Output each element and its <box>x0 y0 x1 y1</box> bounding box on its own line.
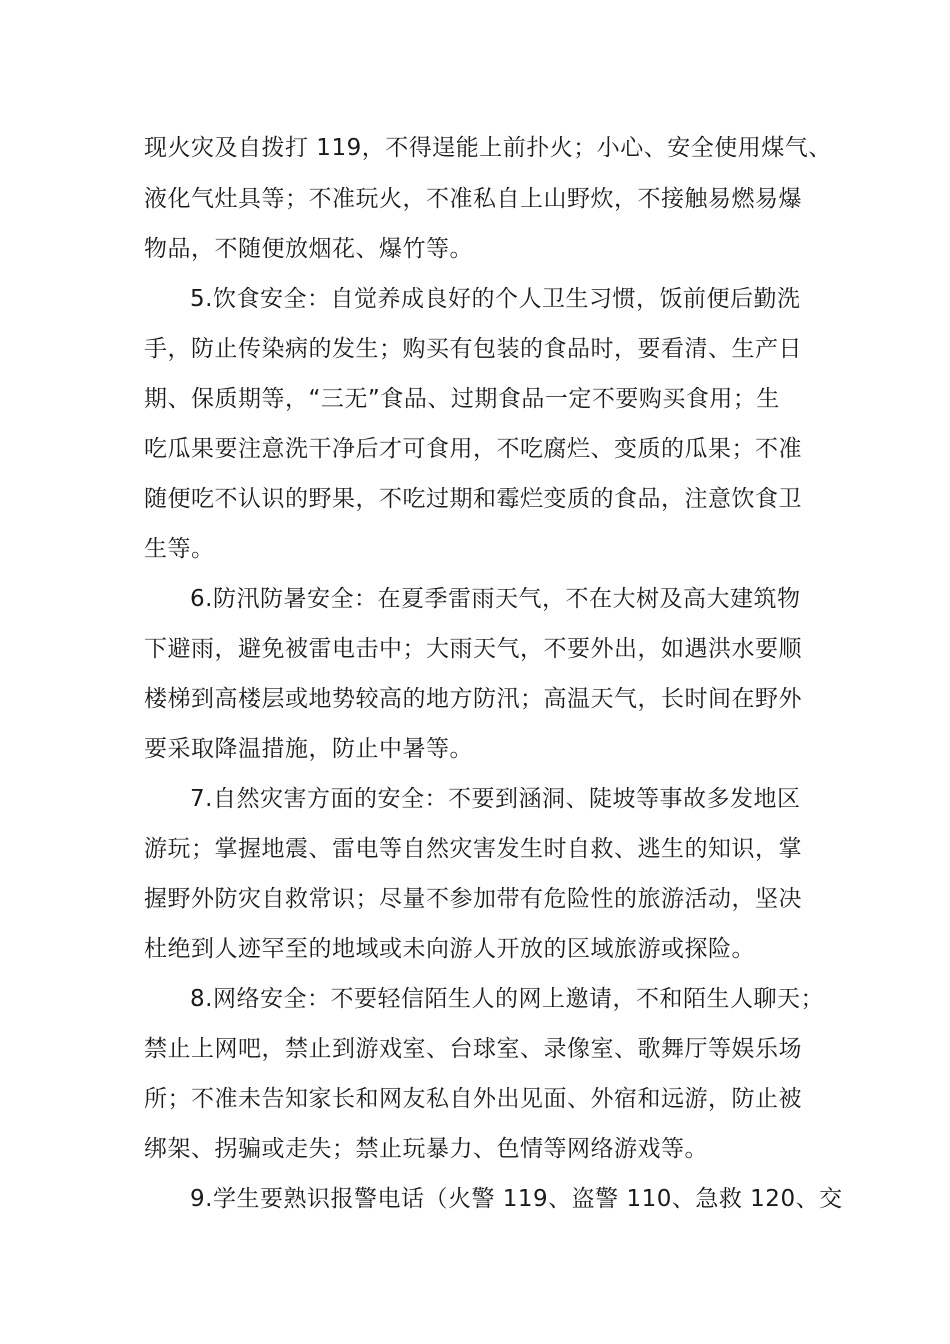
text-line: 下避雨，避免被雷电击中；大雨天气，不要外出，如遇洪水要顺 <box>144 636 802 662</box>
text-line: 液化气灶具等；不准玩火，不准私自上山野炊，不接触易燃易爆 <box>144 186 802 212</box>
text-line: 要采取降温措施，防止中暑等。 <box>144 736 473 762</box>
paragraph-5-heading-line: 5.饮食安全：自觉养成良好的个人卫生习惯，饭前便后勤洗 <box>190 286 801 312</box>
paragraph-6-heading-line: 6.防汛防暑安全：在夏季雷雨天气，不在大树及高大建筑物 <box>190 586 801 612</box>
text-line: 杜绝到人迹罕至的地域或未向游人开放的区域旅游或探险。 <box>144 936 755 962</box>
text-line: 绑架、拐骗或走失；禁止玩暴力、色情等网络游戏等。 <box>144 1136 708 1162</box>
text-line: 期、保质期等，“三无”食品、过期食品一定不要购买食用；生 <box>144 386 780 412</box>
text-line: 吃瓜果要注意洗干净后才可食用，不吃腐烂、变质的瓜果；不准 <box>144 436 802 462</box>
text-line: 禁止上网吧，禁止到游戏室、台球室、录像室、歌舞厅等娱乐场 <box>144 1036 802 1062</box>
text-line: 楼梯到高楼层或地势较高的地方防汛；高温天气，长时间在野外 <box>144 686 802 712</box>
paragraph-7-heading-line: 7.自然灾害方面的安全：不要到涵洞、陡坡等事故多发地区 <box>190 786 801 812</box>
text-line: 游玩；掌握地震、雷电等自然灾害发生时自救、逃生的知识，掌 <box>144 836 802 862</box>
text-line: 握野外防灾自救常识；尽量不参加带有危险性的旅游活动，坚决 <box>144 886 802 912</box>
text-line: 物品，不随便放烟花、爆竹等。 <box>144 236 473 262</box>
paragraph-9-heading-line: 9.学生要熟识报警电话（火警 119、盗警 110、急救 120、交 <box>190 1186 843 1212</box>
text-line: 手，防止传染病的发生；购买有包装的食品时，要看清、生产日 <box>144 336 802 362</box>
text-line: 生等。 <box>144 536 215 562</box>
text-line: 随便吃不认识的野果，不吃过期和霉烂变质的食品，注意饮食卫 <box>144 486 802 512</box>
paragraph-8-heading-line: 8.网络安全：不要轻信陌生人的网上邀请，不和陌生人聊天； <box>190 986 824 1012</box>
text-line: 现火灾及自拨打 119，不得逞能上前扑火；小心、安全使用煤气、 <box>144 135 832 161</box>
text-line: 所；不准未告知家长和网友私自外出见面、外宿和远游，防止被 <box>144 1086 802 1112</box>
